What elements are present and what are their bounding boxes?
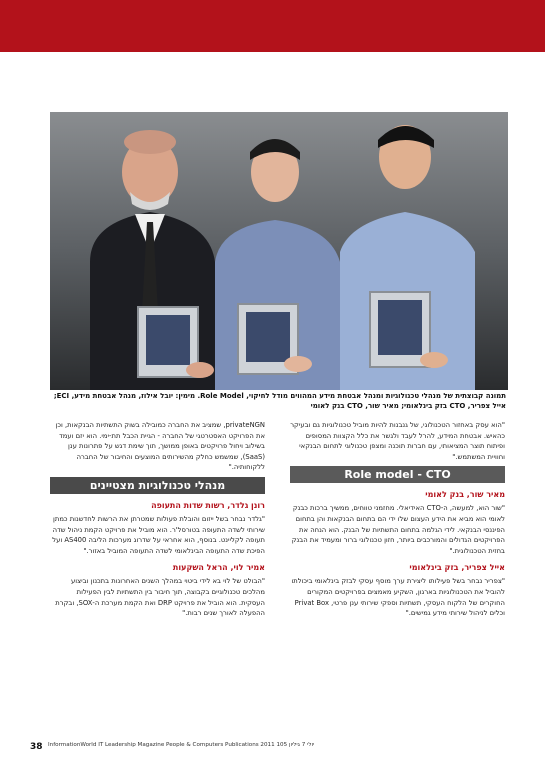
role-model-banner: Role model - CTO xyxy=(290,466,505,483)
left-column xyxy=(50,420,265,623)
header-divider xyxy=(0,52,545,56)
ronen-heading: רונן גלדר, רשות שדות התעופה xyxy=(151,500,265,510)
right-intro-paragraph: "הוא עסק באחזור הטכנולוגי, של גנבנות להיות מוביל טכנולוגיות גם ובעיקר כהאיש. אבטחת המידע, להרל לעבד ולגשר את כלל הקצוות המסופים ופיתוח תוצר המציאותי, עם חברות תוכנה ומצפן טכנולוגי לתחום הבנקאי וחוויית המשתמש." xyxy=(290,421,505,461)
meir-heading: מאיר שור, בנק לאומי xyxy=(425,490,505,500)
amir-heading: אמיר לוי, הראל השקעות xyxy=(172,563,265,573)
tech-managers-banner: מנהלי טכנולוגיות מצטיינים xyxy=(50,477,265,494)
footer-publication-line: InformationWorld IT Leadership Magazine People & Computers Publications 2011 יולי 7 גיליון 105 xyxy=(48,742,315,748)
eyal-paragraph: "צפריר נבחר בשל פעילותו ליצירת ערך מוסף עסקי לבזק בינלאומי ביכולתו להוביל את הטכנולוגיות בארגון, השקיע מאמצים בפרויקטים המקורים החוקרים של הלקוח העסקי, תשתיות וספקי שירותי ענן פרטי, Privat Box וכלים לניהול שירותי מידע גמישים." xyxy=(291,577,505,618)
amir-paragraph: "הבולט של לוי בא לידי ביטוי במהלך השנים האחרונות בתכנון וביצוע מהלכים טכנולוגיים בקבוצה, תוך חיבור בין התשתיות לבין הפעילות העסקית. הוא הוביל את פרויקט DRP ואת הקמת מערכת ה-SOX, ובקרת ההפעלה לאורך שנים רבות." xyxy=(55,577,265,618)
page-number: 38 xyxy=(30,742,43,752)
left-intro-paragraph: privateNGN, שמציב את החברה כמובילה בשוק התשתיות הבנקאות, וכן את הפרויקט האסטרטגי של החברה - הגיית הכבל תת-ימי. הוא יזם ועמד בשילוב ויחול פרויקטים באופן ממושך, תוך שימת דגש על פתרונות ענן (SaaS), שמשמש כחלק מהשירותים המוצעים והחיבור של החברה ללקוחותיה." xyxy=(55,421,265,472)
photo-caption: תמונה קבוצתית של מנהלי טכנולוגיות ומנהל אבטחת מידע המהווים מודל לחיקוי, Role Model. מימין: יובל אילוז, מנהל אבטחת מידע, ECI; אייל צפריר, CTO בזק בינלאומי; מאיר שור, CTO בנק לאומי xyxy=(53,392,506,410)
meir-paragraph: "שור הוא, למעשה, ה-CTO האידיאלי. מחזמני טווחים, ממשיך ברכות כבנק לאומי הוא מביא את הידע העצום שלו ידי הם בתחום הבנקאות והן בתחום הפיננסי הבנקאי. לידי הגלמה בתחום התשתיות של הבנק. הוא הנחה את הפרויקטים הגדולים והמורכבים ביותר, חזון טכנולוגי ברור ומעמיד את הבנק בחזית הטכנולוגית." xyxy=(291,504,505,555)
group-photo xyxy=(50,112,508,390)
right-column xyxy=(290,420,505,623)
eyal-heading: אייל צפריר, בזק בינלאומי xyxy=(409,563,505,573)
header-band xyxy=(0,0,545,52)
group-photo-illustration xyxy=(50,112,508,390)
ronen-paragraph: "גלדר נבחר בשל ייזום והובלת פעולות שמטרתן את הרשות לחדשנות כמתן שירותי לשדה התעופה בטורסל'ר. הוא מוביל את פרויקט הקמת ניהול שדה תעופה לקליינט. בנוסף, הוא אחראי על שדרוג מערכות הליבה AS400 ועל הפיכת שדה התעופה הבינלאומי לשדה התעופה המוביל באזור." xyxy=(52,514,265,555)
